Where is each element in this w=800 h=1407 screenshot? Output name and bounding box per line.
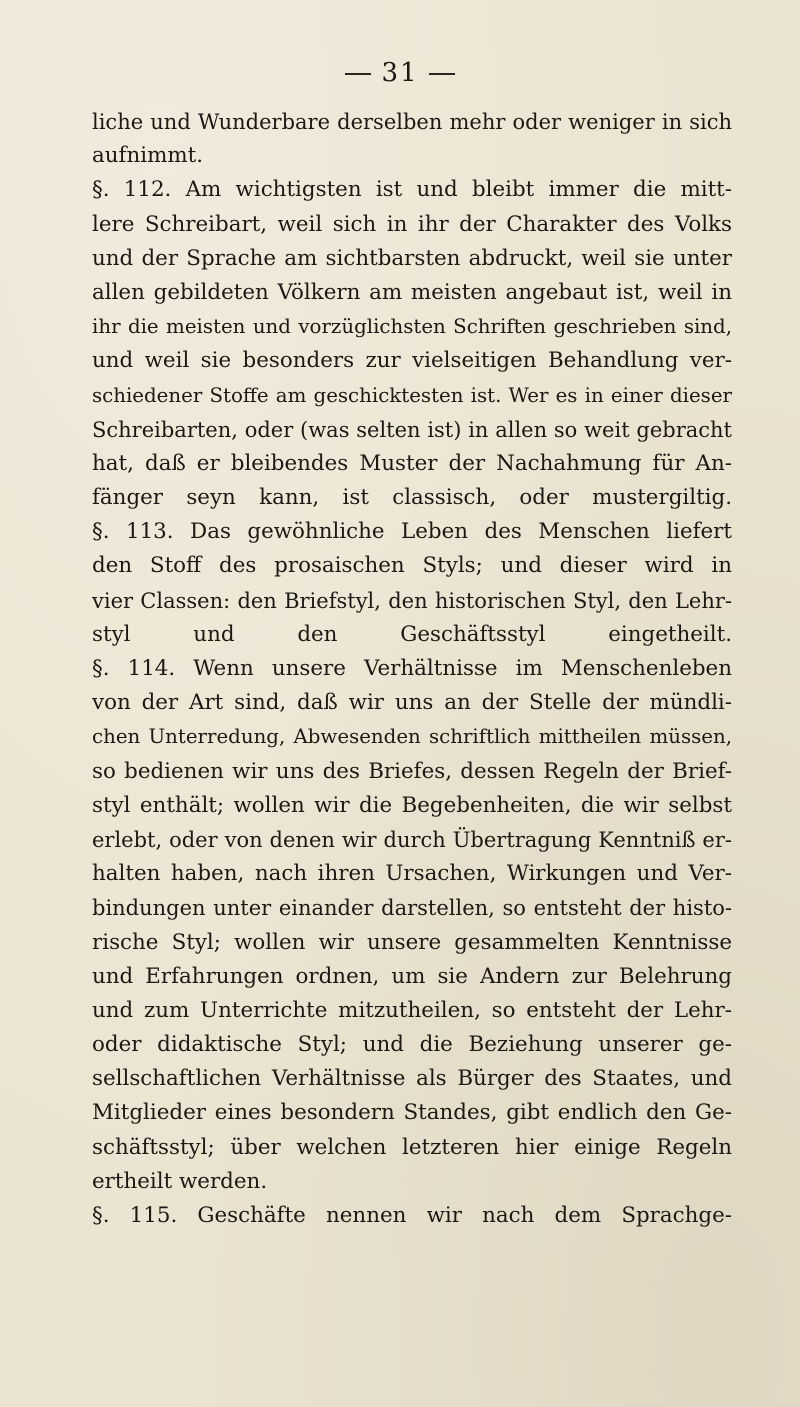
text-line: schiedener Stoffe am geschicktesten ist. Wer es in einer dieser (92, 383, 732, 407)
text-line: fänger seyn kann, ist classisch, oder mustergiltig. (92, 485, 732, 511)
text-line: ihr die meisten und vorzüglichsten Schriften geschrieben sind, (92, 315, 732, 339)
page-header (0, 58, 800, 88)
text-line: so bedienen wir uns des Briefes, dessen Regeln der Brief- (92, 758, 732, 784)
text-line: styl enthält; wollen wir die Begebenheiten, die wir selbst (92, 792, 732, 818)
text-line: und weil sie besonders zur vielseitigen Behandlung ver- (92, 348, 732, 374)
text-line: §. 115. Geschäfte nennen wir nach dem Sprachge- (92, 1203, 732, 1228)
text-line: liche und Wunderbare derselben mehr oder weniger in sich (92, 110, 732, 134)
page-number: 31 (381, 58, 419, 88)
text-line: styl und den Geschäftsstyl eingetheilt. (92, 621, 732, 647)
text-line: erlebt, oder von denen wir durch Übertragung Kenntniß er- (92, 827, 732, 852)
text-line: Mitglieder eines besondern Standes, gibt endlich den Ge- (92, 1100, 732, 1126)
text-line: chen Unterredung, Abwesenden schriftlich mittheilen müssen, (92, 725, 732, 749)
text-line: bindungen unter einander darstellen, so entsteht der histo- (92, 896, 732, 921)
text-line: und der Sprache am sichtbarsten abdruckt, weil sie unter (92, 245, 732, 271)
text-line: aufnimmt. (92, 143, 204, 169)
text-line: schäftsstyl; über welchen letzteren hier einige Regeln (92, 1134, 732, 1160)
text-line: §. 112. Am wichtigsten ist und bleibt immer die mitt- (92, 177, 732, 203)
header-dash-right (429, 73, 455, 75)
text-line: halten haben, nach ihren Ursachen, Wirkungen und Ver- (92, 861, 732, 887)
text-line: sellschaftlichen Verhältnisse als Bürger des Staates, und (92, 1066, 732, 1092)
text-line: hat, daß er bleibendes Muster der Nachahmung für An- (92, 450, 732, 476)
body-text (92, 105, 732, 1233)
text-line: lere Schreibart, weil sich in ihr der Charakter des Volks (92, 211, 732, 237)
text-line: und zum Unterrichte mitzutheilen, so entsteht der Lehr- (92, 997, 732, 1023)
header-dash-left (345, 73, 371, 75)
text-line: den Stoff des prosaischen Styls; und dieser wird in (92, 553, 732, 579)
text-line: allen gebildeten Völkern am meisten angebaut ist, weil in (92, 279, 732, 305)
text-line: Schreibarten, oder (was selten ist) in allen so weit gebracht (92, 417, 732, 442)
text-line: von der Art sind, daß wir uns an der Stelle der mündli- (92, 690, 732, 716)
text-line: rische Styl; wollen wir unsere gesammelten Kenntnisse (92, 929, 732, 955)
text-line: oder didaktische Styl; und die Beziehung unserer ge- (92, 1032, 732, 1058)
text-line: §. 113. Das gewöhnliche Leben des Menschen liefert (92, 519, 732, 545)
text-line: ertheilt werden. (92, 1168, 268, 1194)
text-line: §. 114. Wenn unsere Verhältnisse im Menschenleben (92, 656, 732, 681)
text-line: und Erfahrungen ordnen, um sie Andern zur Belehrung (92, 963, 732, 989)
text-line: vier Classen: den Briefstyl, den historischen Styl, den Lehr- (92, 588, 732, 613)
